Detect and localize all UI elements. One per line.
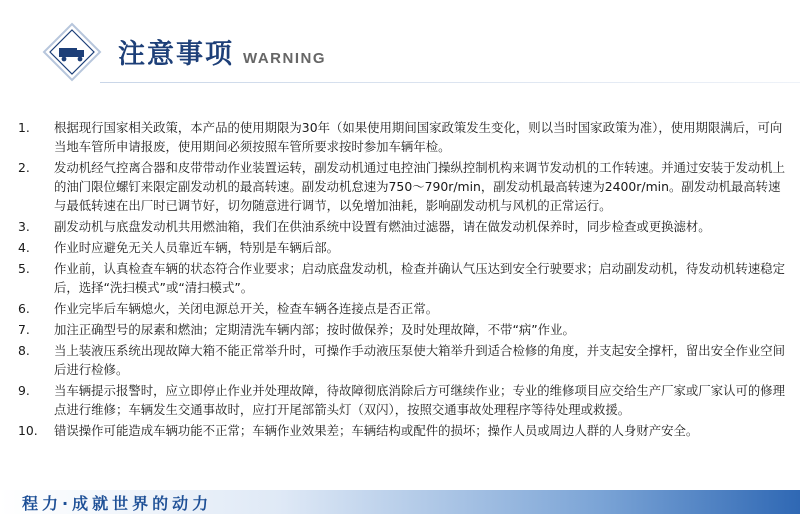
footer bbox=[0, 484, 800, 521]
header bbox=[0, 0, 800, 100]
notice-number: 4. bbox=[18, 240, 30, 255]
notice-item-1 bbox=[18, 118, 788, 156]
notice-number: 7. bbox=[18, 322, 30, 337]
notice-number: 9. bbox=[18, 383, 30, 398]
notice-text: 根据现行国家相关政策，本产品的使用期限为30年（如果使用期间国家政策发生变化，则以当时国家政策为准），使用期限满后，可向当地车管所申请报废，使用期间必须按照车管所要求按时参加车辆年检。 bbox=[54, 120, 783, 154]
notice-text: 作业完毕后车辆熄火，关闭电源总开关，检查车辆各连接点是否正常。 bbox=[54, 301, 439, 316]
notice-item-8 bbox=[18, 341, 788, 379]
notice-number: 2. bbox=[18, 160, 30, 175]
notice-text: 发动机经气控离合器和皮带带动作业装置运转，副发动机通过电控油门操纵控制机构来调节发动机的工作转速。并通过安装于发动机上的油门限位螺钉来限定副发动机的最高转速。副发动机怠速为750～790r/min，副发动机最高转速为2400r/min。副发动机最高转速与最低转速在出厂时已调节好，切勿随意进行调节，以免增加油耗，影响副发动机与风机的正常运行。 bbox=[54, 160, 786, 213]
notice-text: 副发动机与底盘发动机共用燃油箱，我们在供油系统中设置有燃油过滤器，请在做发动机保养时，同步检查或更换滤材。 bbox=[54, 219, 711, 234]
notice-number: 5. bbox=[18, 261, 30, 276]
page-title: 注意事项 bbox=[118, 39, 234, 70]
page-subtitle: WARNING bbox=[243, 50, 326, 67]
notice-text: 当上装液压系统出现故障大箱不能正常举升时，可操作手动液压泵使大箱举升到适合检修的角度，并支起安全撑杆，留出安全作业空间后进行检修。 bbox=[54, 343, 786, 377]
footer-slogan: 程力·成就世界的动力 bbox=[22, 494, 213, 513]
notice-number: 3. bbox=[18, 219, 30, 234]
notice-item-10 bbox=[18, 421, 788, 440]
notice-item-2 bbox=[18, 158, 788, 215]
notice-text: 当车辆提示报警时，应立即停止作业并处理故障，待故障彻底消除后方可继续作业；专业的维修项目应交给生产厂家或厂家认可的修理点进行维修；车辆发生交通事故时，应打开尾部箭头灯（双闪），按照交通事故处理程序等待处理或救援。 bbox=[54, 383, 786, 417]
notice-text: 加注正确型号的尿素和燃油；定期清洗车辆内部；按时做保养；及时处理故障，不带“病”作业。 bbox=[54, 322, 575, 337]
notice-number: 1. bbox=[18, 120, 30, 135]
notice-text: 错误操作可能造成车辆功能不正常；车辆作业效果差；车辆结构或配件的损坏；操作人员或周边人群的人身财产安全。 bbox=[54, 423, 699, 438]
notice-item-6 bbox=[18, 299, 788, 318]
header-divider bbox=[100, 82, 800, 83]
notice-item-4 bbox=[18, 238, 788, 257]
notice-item-7 bbox=[18, 320, 788, 339]
notice-item-3 bbox=[18, 217, 788, 236]
notice-list bbox=[18, 118, 788, 442]
notice-item-9 bbox=[18, 381, 788, 419]
notice-text: 作业前，认真检查车辆的状态符合作业要求；启动底盘发动机，检查并确认气压达到安全行驶要求；启动副发动机，待发动机转速稳定后，选择“洗扫模式”或“清扫模式”。 bbox=[54, 261, 786, 295]
truck-icon bbox=[42, 22, 102, 82]
notice-text: 作业时应避免无关人员靠近车辆，特别是车辆后部。 bbox=[54, 240, 339, 255]
notice-item-5 bbox=[18, 259, 788, 297]
notice-number: 6. bbox=[18, 301, 30, 316]
notice-number: 8. bbox=[18, 343, 30, 358]
notice-number: 10. bbox=[18, 423, 38, 438]
